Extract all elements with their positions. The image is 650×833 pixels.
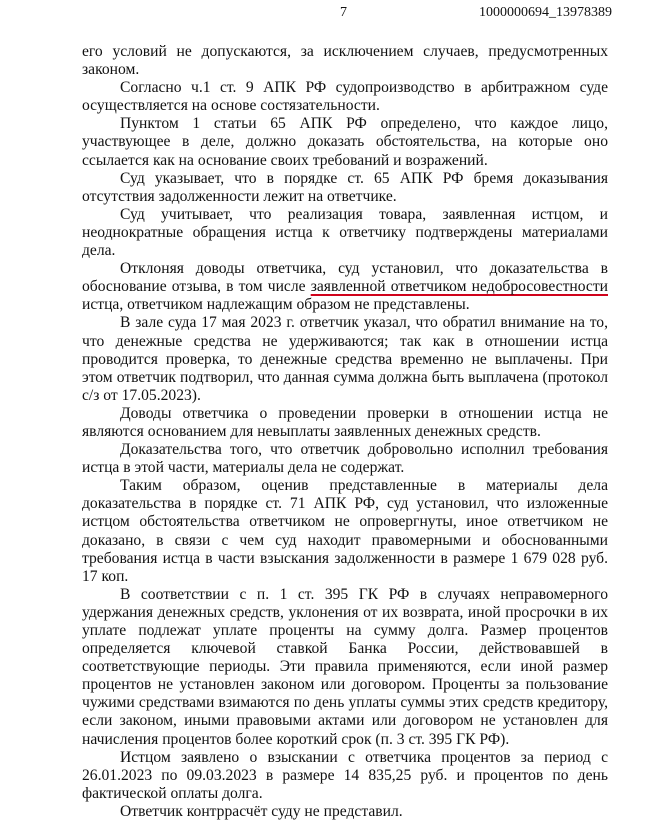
paragraph-12: Ответчик контррасчёт суду не представил. [120,802,403,820]
paragraph-8: Доказательства того, что ответчик добровольно исполнил требования истца в этой части, материалы дела не содержат. [82,441,608,477]
paragraph-5-before: Отклоняя доводы ответчика, суд установил, что доказательства в обоснование отзыва, в том числе [82,260,608,296]
paragraph-10: В соответствии с п. 1 ст. 395 ГК РФ в случаях неправомерного удержания денежных средств, уклонения от их возврата, иной просрочки в их уплате подлежат уплате проценты на сумму долга. Размер процентов определяется ключевой ставкой Банка России, действовавшей в соответствующие периоды. Эти правила применяются, если иной размер процентов не установлен законом или договором. Проценты за пользование чужими средствами взимаются по день уплаты суммы этих средств кредитору, если законом, иными правовыми актами или договором не установлен для начисления процентов более короткий срок (п. 3 ст. 395 ГК РФ). [82,585,608,748]
paragraph-2: Пунктом 1 статьи 65 АПК РФ определено, что каждое лицо, участвующее в деле, должно доказать обстоятельства, на которые оно ссылается как на основание своих требований и возражений. [82,115,608,169]
paragraph-7: Доводы ответчика о проведении проверки в отношении истца не являются основанием для невыплаты заявленных денежных средств. [82,404,608,440]
paragraph-9: Таким образом, оценив представленные в материалы дела доказательства в порядке ст. 71 АПК РФ, суд установил, что изложенные истцом обстоятельства ответчиком не опровергнуты, иное ответчиком не доказано, в связи с чем суд находит правомерными и обоснованными требования истца в части взыскания задолженности в размере 1 679 028 руб. 17 коп. [82,477,608,585]
document-id: 1000000694_13978389 [479,5,612,20]
highlighted-phrase: заявленной ответчиком недобросовестности [310,278,608,296]
paragraph-5 [82,260,608,314]
paragraph-4: Суд учитывает, что реализация товара, заявленная истцом, и неоднократные обращения истца к ответчику подтверждены материалами дела. [82,205,608,260]
paragraph-1: Согласно ч.1 ст. 9 АПК РФ судопроизводство в арбитражном суде осуществляется на основе состязательности. [82,79,608,115]
paragraph-0: его условий не допускаются, за исключением случаев, предусмотренных законом. [82,43,608,79]
page-number: 7 [340,5,347,20]
paragraph-11: Истцом заявлено о взыскании с ответчика процентов за период с 26.01.2023 по 09.03.2023 в размере 14 835,25 руб. и процентов по день фактической оплаты долга. [82,748,608,802]
paragraph-3: Суд указывает, что в порядке ст. 65 АПК РФ бремя доказывания отсутствия задолженности лежит на ответчике. [82,169,608,205]
paragraph-5-after: истца, ответчиком надлежащим образом не представлены. [82,296,470,314]
paragraph-6: В зале суда 17 мая 2023 г. ответчик указал, что обратил внимание на то, что денежные средства не удерживаются; так как в отношении истца проводится проверка, то денежные средства временно не выплачены. При этом ответчик подтворил, что данная сумма должна быть выплачена (протокол с/з от 17.05.2023). [82,314,608,404]
document-body [82,43,608,821]
